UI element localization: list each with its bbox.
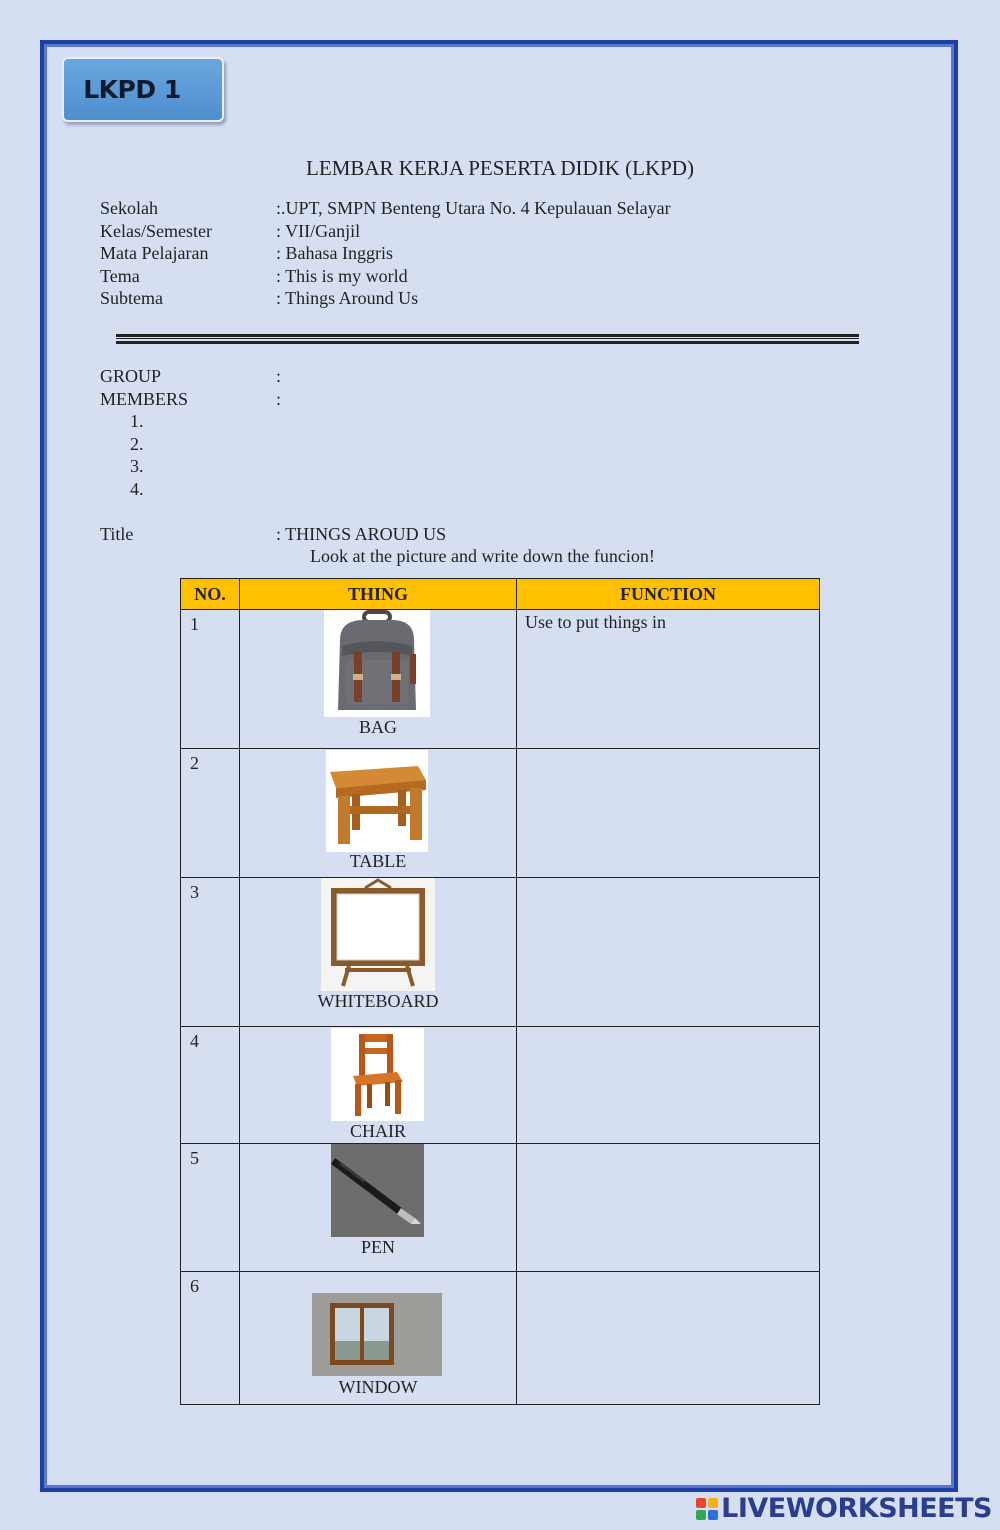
header-no: NO. [181,579,240,610]
thing-label: CHAIR [349,1121,406,1141]
function-cell[interactable] [517,1272,820,1405]
group-label: GROUP [100,366,162,386]
table-row [181,878,820,1027]
thing-cell [240,610,517,749]
info-row-subtema [100,287,671,310]
instruction-text: Look at the picture and write down the funcion! [310,546,655,566]
thing-label: TABLE [349,851,407,871]
row-number: 4 [181,1027,240,1144]
table-row [181,1027,820,1144]
thing-cell [240,878,517,1027]
thing-label: BAG [358,717,397,737]
table-row [181,610,820,749]
members-list [100,410,281,500]
thing-cell [240,749,517,878]
thing-cell [240,1144,517,1272]
info-row-kelas [100,220,671,243]
title-label: Title [100,524,134,544]
title-row [100,523,446,546]
table-row [181,1144,820,1272]
thing-label: PEN [360,1237,395,1257]
info-value: : Bahasa Inggris [276,243,393,263]
function-cell[interactable] [517,749,820,878]
whiteboard-image [321,878,435,991]
header-function: FUNCTION [517,579,820,610]
chair-image [331,1028,424,1121]
liveworksheets-logo-icon [696,1498,718,1520]
row-number: 3 [181,878,240,1027]
table-image [326,750,428,852]
watermark-text: LIVEWORKSHEETS [721,1493,992,1524]
function-cell[interactable] [517,1144,820,1272]
table-row [181,1272,820,1405]
info-row-sekolah [100,197,671,220]
member-item: 3. [130,456,144,476]
group-row [100,365,281,388]
info-value: : Things Around Us [276,288,419,308]
thing-cell [240,1027,517,1144]
info-row-mapel [100,242,671,265]
group-colon: : [276,366,282,386]
info-value: : This is my world [276,265,408,286]
bag-image [324,610,430,717]
badge-label: LKPD 1 [83,75,181,104]
document-title: LEMBAR KERJA PESERTA DIDIK (LKPD) [306,156,694,180]
info-row-tema [100,265,671,288]
double-divider [116,334,859,344]
info-key: Subtema [100,288,163,308]
table-header-row [181,579,820,610]
row-number: 5 [181,1144,240,1272]
member-item: 2. [130,433,144,454]
function-cell[interactable]: Use to put things in [517,610,820,749]
info-key: Sekolah [100,198,158,218]
liveworksheets-watermark [696,1493,992,1524]
info-value: : VII/Ganjil [276,220,361,241]
lkpd-badge [62,57,224,122]
row-number: 1 [181,610,240,749]
window-image [312,1293,442,1376]
thing-cell [240,1272,517,1405]
title-block [100,523,446,546]
function-cell[interactable] [517,878,820,1027]
header-thing: THING [240,579,517,610]
row-number: 2 [181,749,240,878]
member-item: 4. [130,478,144,499]
info-key: Mata Pelajaran [100,243,209,263]
row-number: 6 [181,1272,240,1405]
function-cell[interactable] [517,1027,820,1144]
group-block [100,365,281,500]
info-key: Kelas/Semester [100,220,212,241]
thing-label: WHITEBOARD [317,991,439,1011]
table-row [181,749,820,878]
members-label: MEMBERS [100,388,189,409]
thing-label: WINDOW [338,1377,418,1397]
member-item: 1. [130,411,144,431]
info-value: :.UPT, SMPN Benteng Utara No. 4 Kepulauan Selayar [276,198,671,218]
info-block [100,197,671,310]
things-table [180,578,820,1405]
title-value: : THINGS AROUD US [276,524,447,544]
members-row [100,388,281,411]
members-colon: : [276,388,282,409]
pen-image [331,1144,424,1237]
info-key: Tema [100,265,140,286]
